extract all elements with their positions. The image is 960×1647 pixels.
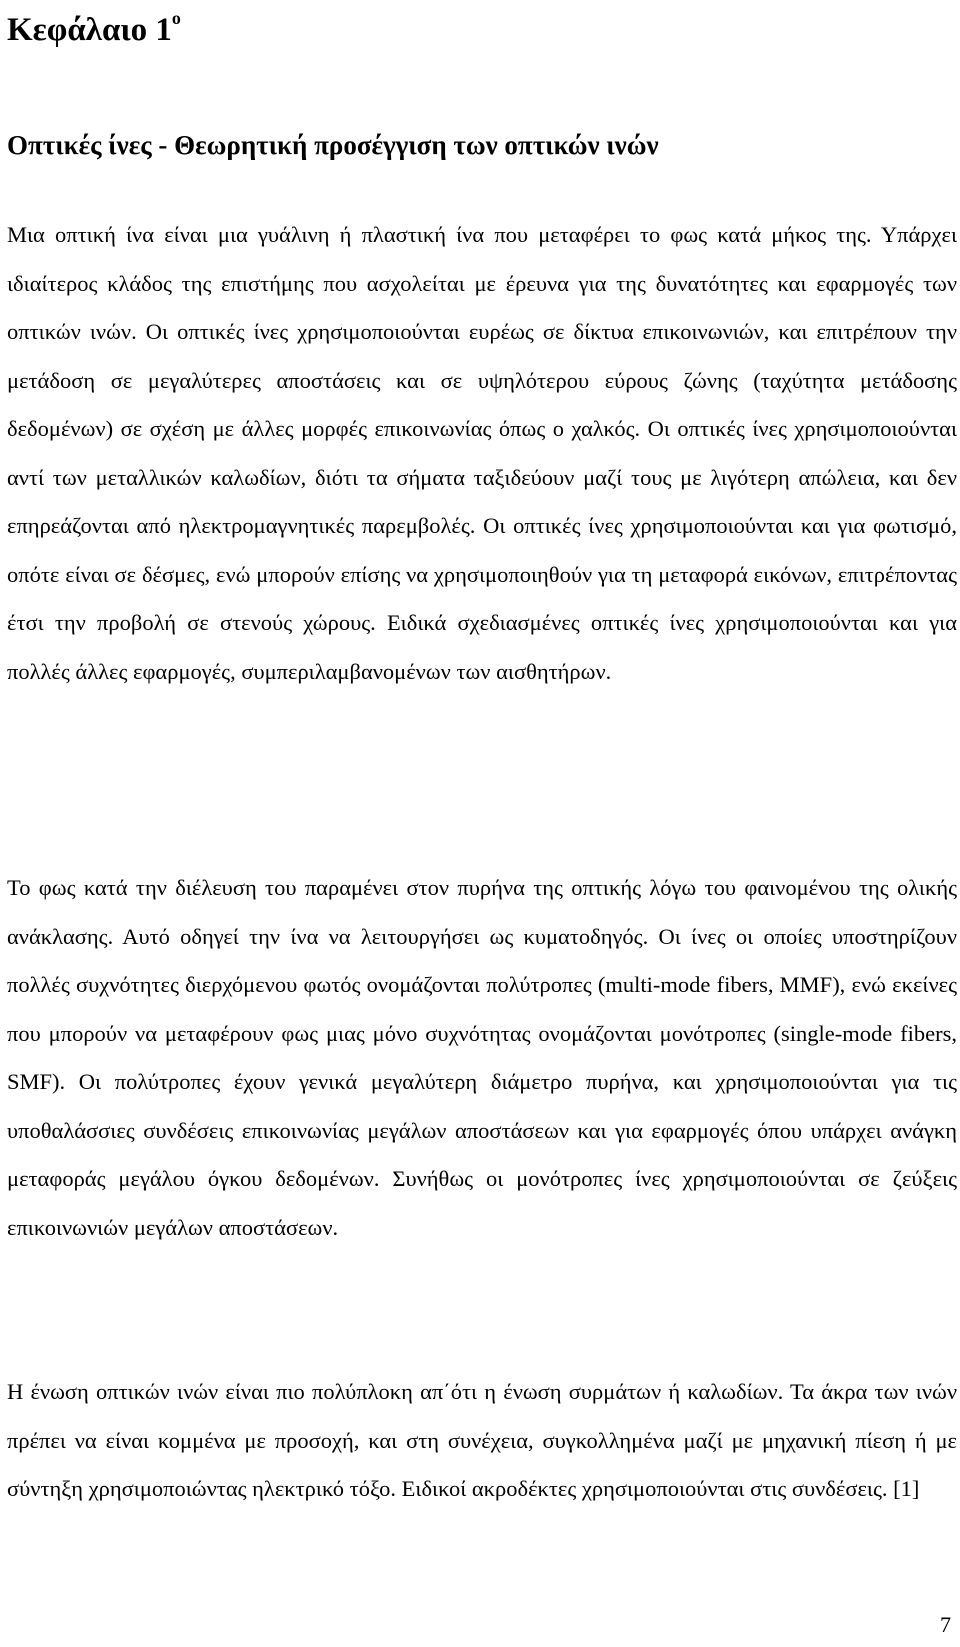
section-title: Οπτικές ίνες - Θεωρητική προσέγγιση των οπτικών ινών <box>7 130 659 160</box>
chapter-heading <box>7 2 181 50</box>
page-number: 7 <box>940 1612 951 1637</box>
chapter-ordinal-superscript: ο <box>171 8 181 28</box>
chapter-label: Κεφάλαιο 1 <box>7 12 172 48</box>
paragraph-light-propagation: Το φως κατά την διέλευση του παραμένει στον πυρήνα της οπτικής λόγω του φαινομένου της ολικής ανάκλασης. Αυτό οδηγεί την ίνα να λειτουργήσει ως κυματοδηγός. Οι ίνες οι οποίες υποστηρίζουν πολλές συχνότητες διερχόμενου φωτός ονομάζονται πολύτροπες (multi-mode fibers, MMF), ενώ εκείνες που μπορούν να μεταφέρουν φως μιας μόνο συχνότητας ονομάζονται μονότροπες (single-mode fibers, SMF). Οι πολύτροπες έχουν γενικά μεγαλύτερη διάμετρο πυρήνα, και χρησιμοποιούνται για τις υποθαλάσσιες συνδέσεις επικοινωνίας μεγάλων αποστάσεων και για εφαρμογές όπου υπάρχει ανάγκη μεταφοράς μεγάλου όγκου δεδομένων. Συνήθως οι μονότροπες ίνες χρησιμοποιούνται σε ζεύξεις επικοινωνιών μεγάλων αποστάσεων. <box>7 875 957 1240</box>
paragraph-introduction: Μια οπτική ίνα είναι μια γυάλινη ή πλαστική ίνα που μεταφέρει το φως κατά μήκος της. Υπάρχει ιδιαίτερος κλάδος της επιστήμης που ασχολείται με έρευνα για της δυνατότητες και εφαρμογές των οπτικών ινών. Οι οπτικές ίνες χρησιμοποιούνται ευρέως σε δίκτυα επικοινωνιών, και επιτρέπουν την μετάδοση σε μεγαλύτερες αποστάσεις και σε υψηλότερου εύρους ζώνης (ταχύτητα μετάδοσης δεδομένων) σε σχέση με άλλες μορφές επικοινωνίας όπως ο χαλκός. Οι οπτικές ίνες χρησιμοποιούνται αντί των μεταλλικών καλωδίων, διότι τα σήματα ταξιδεύουν μαζί τους με λιγότερη απώλεια, και δεν επηρεάζονται από ηλεκτρομαγνητικές παρεμβολές. Οι οπτικές ίνες χρησιμοποιούνται και για φωτισμό, οπότε είναι σε δέσμες, ενώ μπορούν επίσης να χρησιμοποιηθούν για τη μεταφορά εικόνων, επιτρέποντας έτσι την προβολή σε στενούς χώρους. Ειδικά σχεδιασμένες οπτικές ίνες χρησιμοποιούνται και για πολλές άλλες εφαρμογές, συμπεριλαμβανομένων των αισθητήρων. <box>7 222 957 684</box>
paragraph-fiber-splicing: Η ένωση οπτικών ινών είναι πιο πολύπλοκη απ΄ότι η ένωση συρμάτων ή καλωδίων. Τα άκρα των ινών πρέπει να είναι κομμένα με προσοχή, και στη συνέχεια, συγκολλημένα μαζί με μηχανική πίεση ή με σύντηξη χρησιμοποιώντας ηλεκτρικό τόξο. Ειδικοί ακροδέκτες χρησιμοποιούνται στις συνδέσεις. [1] <box>7 1379 957 1501</box>
